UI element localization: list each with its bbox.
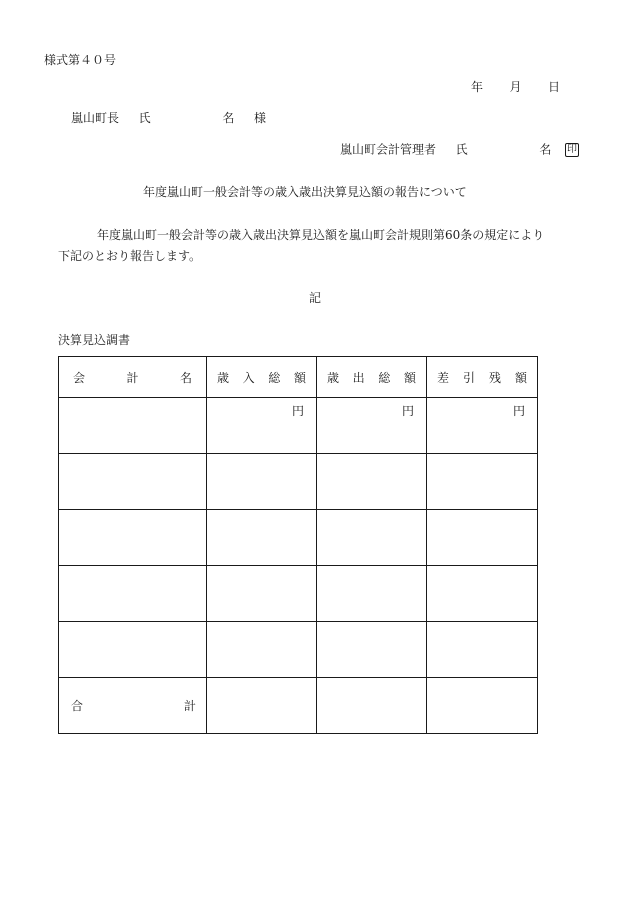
document-title: 年度嵐山町一般会計等の歳入歳出決算見込額の報告について — [143, 185, 467, 199]
currency-label: 円 — [512, 404, 525, 418]
table-title: 決算見込調書 — [58, 333, 131, 347]
seal-icon: 印 — [567, 144, 578, 155]
sender-name-suffix: 名 — [539, 142, 552, 157]
addressee-name-prefix: 氏 — [138, 111, 151, 125]
currency-label: 円 — [291, 404, 304, 418]
addressee-honorific: 様 — [254, 111, 267, 125]
account-name-cell[interactable] — [59, 622, 207, 678]
table-header-row — [59, 357, 538, 398]
expenditure-cell[interactable] — [317, 398, 427, 454]
settlement-table — [58, 356, 538, 734]
revenue-cell[interactable] — [207, 566, 317, 622]
addressee-name-suffix: 名 — [222, 111, 235, 125]
balance-cell[interactable] — [427, 398, 538, 454]
account-name-cell[interactable] — [59, 566, 207, 622]
total-expenditure-cell[interactable] — [317, 678, 427, 734]
sender-line — [340, 143, 579, 157]
balance-cell[interactable] — [427, 622, 538, 678]
revenue-cell[interactable] — [207, 454, 317, 510]
account-name-cell[interactable] — [59, 398, 207, 454]
account-name-cell[interactable] — [59, 510, 207, 566]
header-account-name: 会 計 名 — [59, 357, 207, 398]
header-balance: 差 引 残 額 — [427, 357, 538, 398]
header-revenue-total: 歳 入 総 額 — [207, 357, 317, 398]
date-year-label: 年 — [471, 80, 484, 94]
revenue-cell[interactable] — [207, 510, 317, 566]
table-row — [59, 622, 538, 678]
sender-title: 嵐山町会計管理者 — [340, 142, 437, 157]
currency-label: 円 — [401, 404, 414, 418]
total-row — [59, 678, 538, 734]
sender-name-prefix: 氏 — [455, 142, 468, 157]
date-month-label: 月 — [509, 80, 522, 94]
revenue-cell[interactable] — [207, 398, 317, 454]
expenditure-cell[interactable] — [317, 510, 427, 566]
ki-heading: 記 — [309, 291, 322, 305]
form-number: 様式第４０号 — [44, 53, 117, 67]
table-row — [59, 398, 538, 454]
balance-cell[interactable] — [427, 566, 538, 622]
revenue-cell[interactable] — [207, 622, 317, 678]
table-row — [59, 566, 538, 622]
expenditure-cell[interactable] — [317, 566, 427, 622]
addressee-line — [71, 112, 266, 124]
expenditure-cell[interactable] — [317, 454, 427, 510]
total-label-cell: 合 計 — [59, 678, 207, 734]
table-row — [59, 454, 538, 510]
account-name-cell[interactable] — [59, 454, 207, 510]
table-row — [59, 510, 538, 566]
header-expenditure-total: 歳 出 総 額 — [317, 357, 427, 398]
balance-cell[interactable] — [427, 454, 538, 510]
addressee-title: 嵐山町長 — [71, 111, 120, 125]
date-line — [471, 81, 560, 93]
total-revenue-cell[interactable] — [207, 678, 317, 734]
total-balance-cell[interactable] — [427, 678, 538, 734]
body-line-2: 下記のとおり報告します。 — [58, 249, 202, 263]
expenditure-cell[interactable] — [317, 622, 427, 678]
balance-cell[interactable] — [427, 510, 538, 566]
body-line-1: 年度嵐山町一般会計等の歳入歳出決算見込額を嵐山町会計規則第60条の規定により — [97, 228, 545, 242]
date-day-label: 日 — [547, 80, 560, 94]
